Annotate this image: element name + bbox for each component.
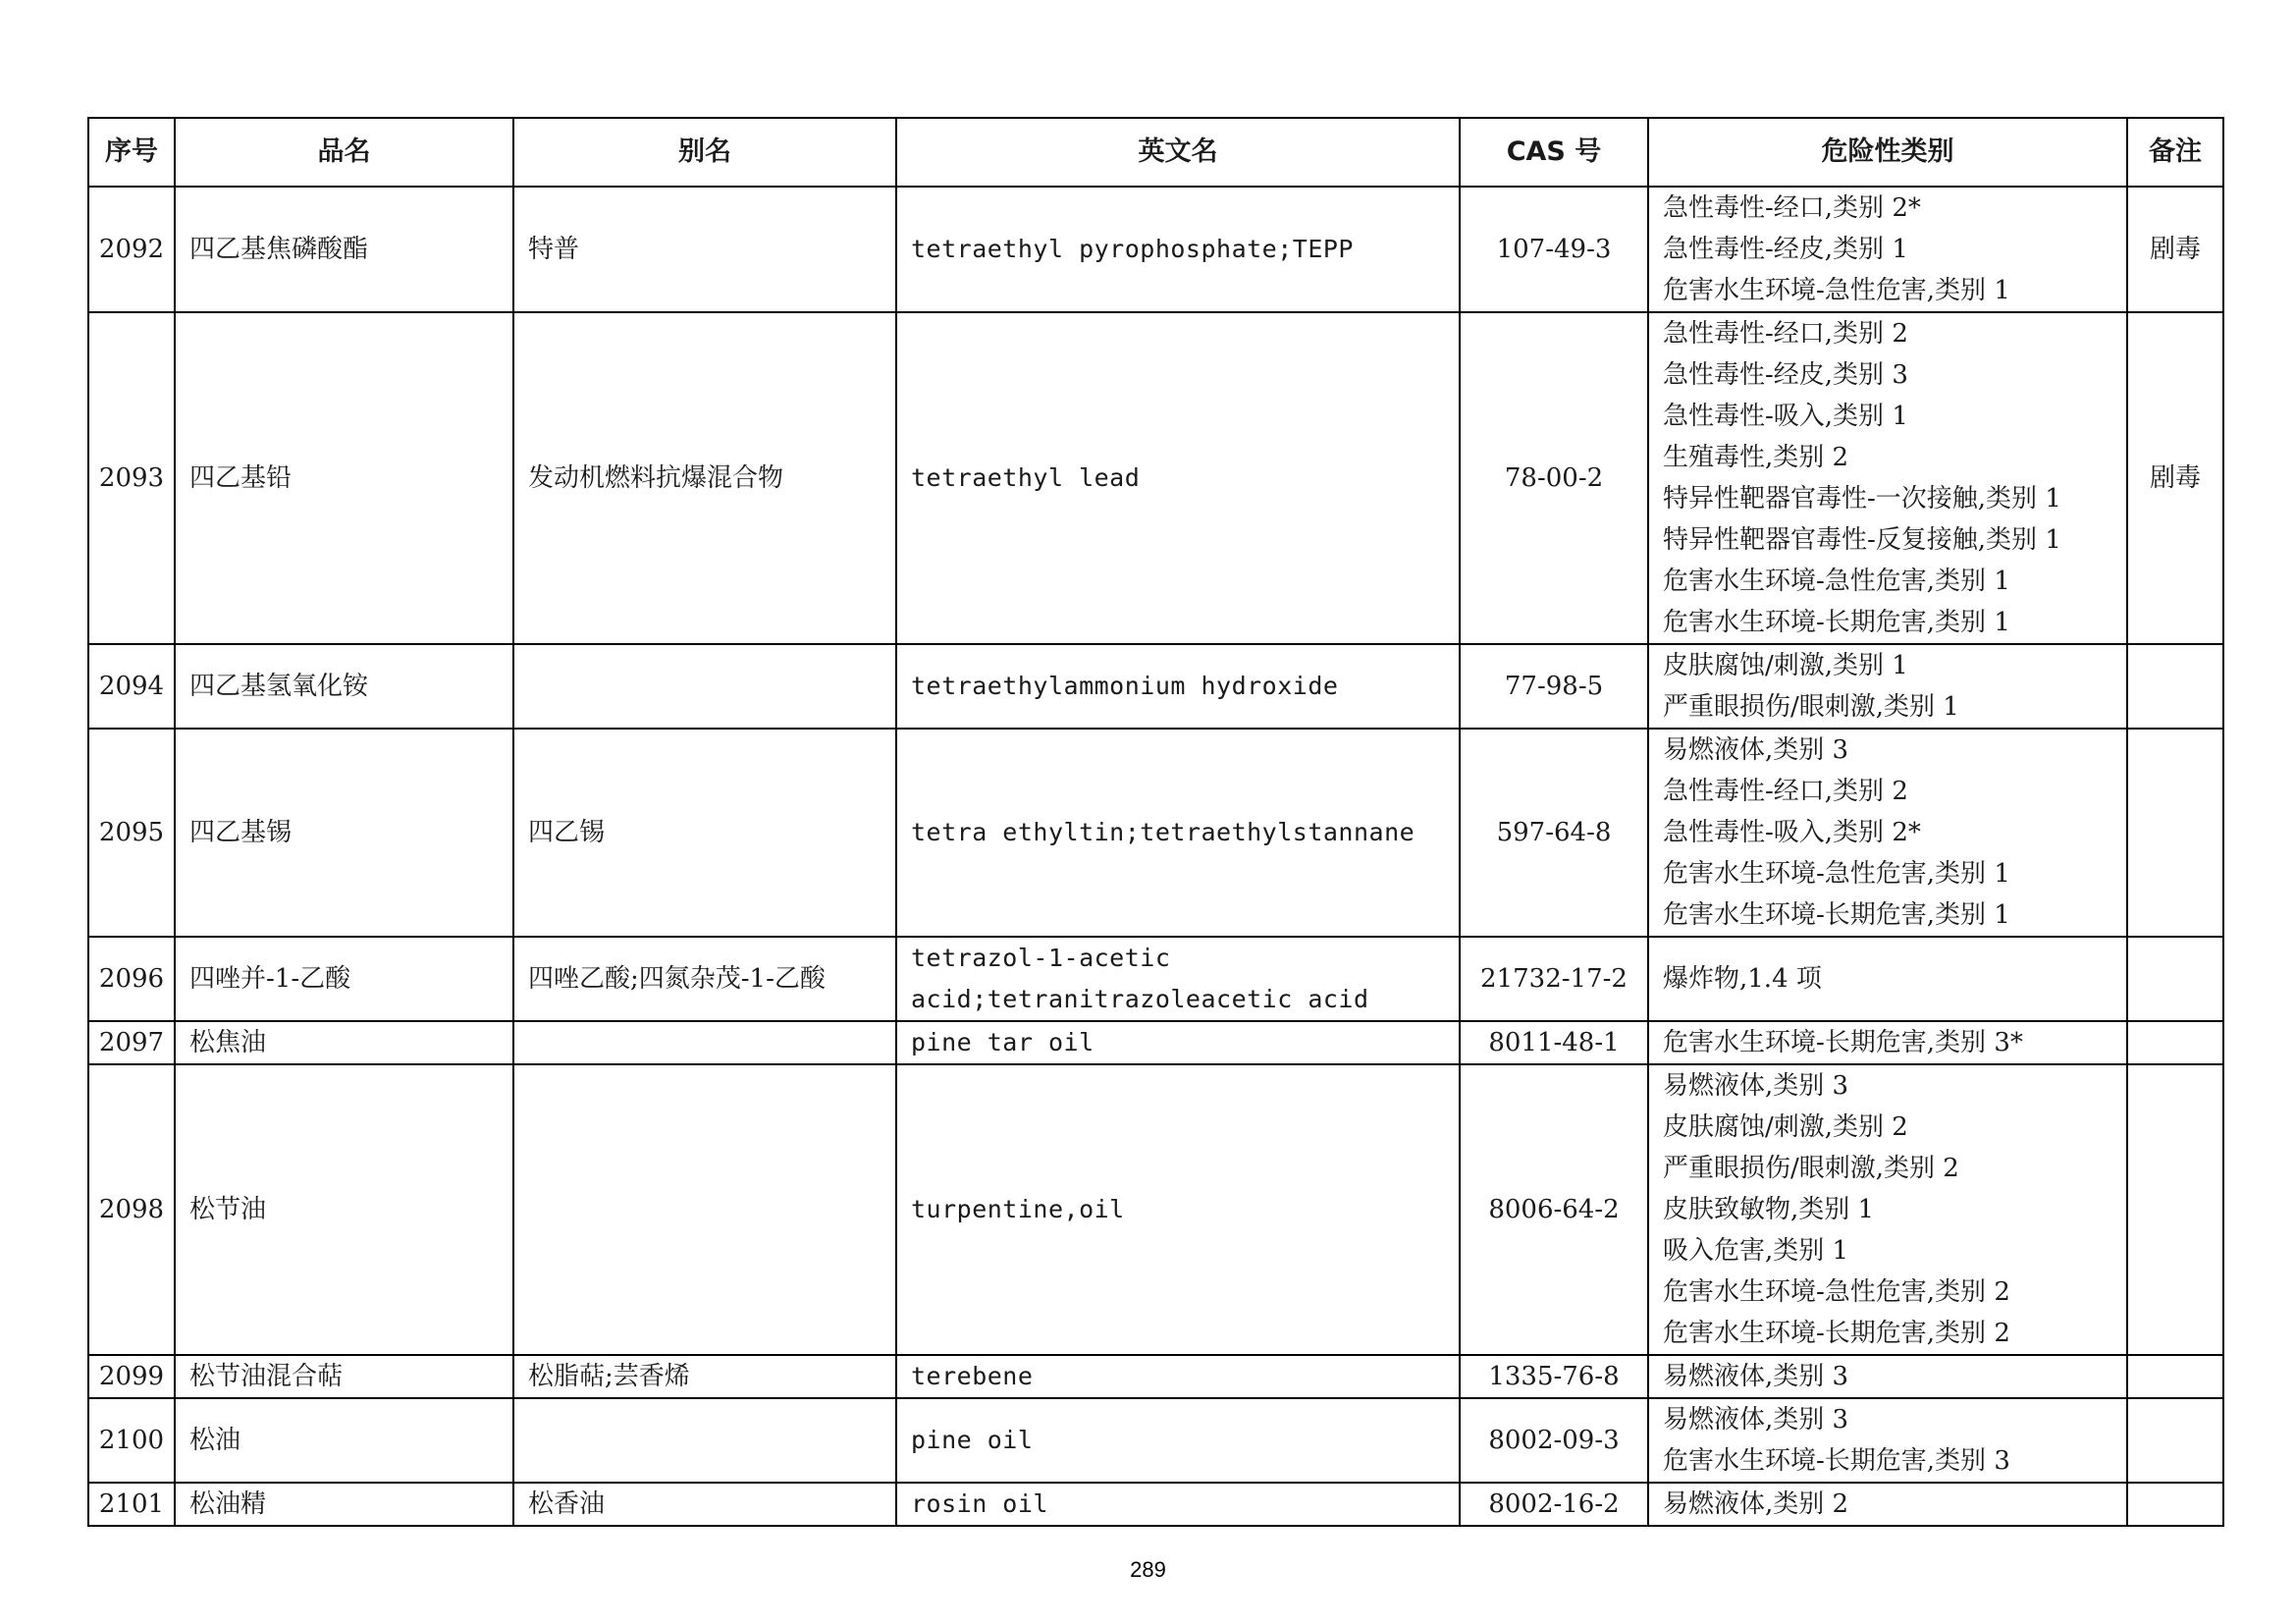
row-serial-number: 2095 xyxy=(88,729,175,937)
table-row xyxy=(88,644,2223,729)
header-cas-number: CAS 号 xyxy=(1460,118,1648,187)
row-cas-number: 78-00-2 xyxy=(1460,312,1648,644)
row-english-name xyxy=(896,187,1460,312)
row-product-name: 四乙基氢氧化铵 xyxy=(175,644,513,729)
hazard-line: 严重眼损伤/眼刺激,类别 2 xyxy=(1663,1154,1959,1183)
row-alias: 松脂萜;芸香烯 xyxy=(513,1355,896,1398)
row-english-name xyxy=(896,1355,1460,1398)
english-name-line: acid;tetranitrazoleacetic acid xyxy=(911,985,1369,1013)
row-alias xyxy=(513,1021,896,1064)
row-alias xyxy=(513,1064,896,1355)
hazard-line: 急性毒性-经口,类别 2* xyxy=(1663,193,1921,223)
row-product-name: 松油 xyxy=(175,1398,513,1483)
header-english-name: 英文名 xyxy=(896,118,1460,187)
row-serial-number: 2094 xyxy=(88,644,175,729)
row-product-name: 松节油混合萜 xyxy=(175,1355,513,1398)
row-alias xyxy=(513,1398,896,1483)
row-cas-number: 8002-09-3 xyxy=(1460,1398,1648,1483)
row-alias xyxy=(513,644,896,729)
hazard-line: 急性毒性-经口,类别 2 xyxy=(1663,319,1908,349)
row-hazard-category xyxy=(1648,187,2127,312)
row-english-name xyxy=(896,937,1460,1021)
table-row xyxy=(88,1355,2223,1398)
hazard-line: 易燃液体,类别 3 xyxy=(1663,735,1849,765)
row-alias: 四乙锡 xyxy=(513,729,896,937)
row-serial-number: 2096 xyxy=(88,937,175,1021)
hazard-line: 皮肤腐蚀/刺激,类别 1 xyxy=(1663,651,1908,680)
hazard-line: 危害水生环境-长期危害,类别 1 xyxy=(1663,608,2010,637)
hazard-line: 危害水生环境-长期危害,类别 2 xyxy=(1663,1319,2010,1348)
row-serial-number: 2097 xyxy=(88,1021,175,1064)
hazard-line: 皮肤腐蚀/刺激,类别 2 xyxy=(1663,1112,1908,1142)
hazard-line: 危害水生环境-急性危害,类别 1 xyxy=(1663,859,2010,889)
hazard-line: 急性毒性-吸入,类别 1 xyxy=(1663,402,1908,431)
row-serial-number: 2101 xyxy=(88,1483,175,1526)
row-product-name: 松油精 xyxy=(175,1483,513,1526)
hazard-line: 易燃液体,类别 3 xyxy=(1663,1405,1849,1435)
row-english-name xyxy=(896,1021,1460,1064)
hazard-line: 急性毒性-经皮,类别 1 xyxy=(1663,235,1908,264)
english-name-line: tetra ethyltin;tetraethylstannane xyxy=(911,818,1415,846)
row-product-name: 四乙基锡 xyxy=(175,729,513,937)
hazard-line: 危害水生环境-急性危害,类别 1 xyxy=(1663,276,2010,305)
row-serial-number: 2092 xyxy=(88,187,175,312)
row-cas-number: 21732-17-2 xyxy=(1460,937,1648,1021)
row-product-name: 松焦油 xyxy=(175,1021,513,1064)
row-remarks xyxy=(2127,644,2223,729)
english-name-line: terebene xyxy=(911,1362,1034,1390)
hazard-line: 易燃液体,类别 3 xyxy=(1663,1362,1849,1391)
hazard-line: 生殖毒性,类别 2 xyxy=(1663,443,1849,472)
row-serial-number: 2099 xyxy=(88,1355,175,1398)
table-row xyxy=(88,1398,2223,1483)
row-product-name: 四乙基铅 xyxy=(175,312,513,644)
row-hazard-category xyxy=(1648,644,2127,729)
row-serial-number: 2100 xyxy=(88,1398,175,1483)
row-english-name xyxy=(896,312,1460,644)
hazard-line: 易燃液体,类别 2 xyxy=(1663,1489,1849,1519)
chemical-table-container xyxy=(87,117,2222,1527)
row-english-name xyxy=(896,1064,1460,1355)
row-hazard-category xyxy=(1648,729,2127,937)
hazard-line: 危害水生环境-长期危害,类别 3 xyxy=(1663,1446,2010,1476)
hazard-line: 急性毒性-经皮,类别 3 xyxy=(1663,360,1908,390)
row-remarks: 剧毒 xyxy=(2127,312,2223,644)
row-english-name xyxy=(896,644,1460,729)
row-hazard-category xyxy=(1648,1483,2127,1526)
hazard-line: 严重眼损伤/眼刺激,类别 1 xyxy=(1663,692,1959,722)
header-remarks: 备注 xyxy=(2127,118,2223,187)
table-row xyxy=(88,1064,2223,1355)
row-english-name xyxy=(896,729,1460,937)
english-name-line: tetraethylammonium hydroxide xyxy=(911,672,1339,700)
row-alias: 松香油 xyxy=(513,1483,896,1526)
english-name-line: tetraethyl pyrophosphate;TEPP xyxy=(911,235,1354,263)
header-alias: 别名 xyxy=(513,118,896,187)
row-hazard-category xyxy=(1648,1398,2127,1483)
row-cas-number: 107-49-3 xyxy=(1460,187,1648,312)
hazard-line: 特异性靶器官毒性-反复接触,类别 1 xyxy=(1663,525,2061,555)
english-name-line: turpentine,oil xyxy=(911,1195,1125,1223)
row-cas-number: 77-98-5 xyxy=(1460,644,1648,729)
hazard-line: 危害水生环境-急性危害,类别 2 xyxy=(1663,1277,2010,1307)
hazard-line: 吸入危害,类别 1 xyxy=(1663,1236,1849,1266)
header-hazard-category: 危险性类别 xyxy=(1648,118,2127,187)
row-english-name xyxy=(896,1398,1460,1483)
row-remarks: 剧毒 xyxy=(2127,187,2223,312)
hazard-line: 皮肤致敏物,类别 1 xyxy=(1663,1195,1875,1224)
table-row xyxy=(88,1021,2223,1064)
english-name-line: tetraethyl lead xyxy=(911,463,1141,492)
table-row xyxy=(88,312,2223,644)
table-row xyxy=(88,1483,2223,1526)
row-remarks xyxy=(2127,1355,2223,1398)
row-product-name: 四唑并-1-乙酸 xyxy=(175,937,513,1021)
row-cas-number: 8002-16-2 xyxy=(1460,1483,1648,1526)
table-row xyxy=(88,729,2223,937)
row-remarks xyxy=(2127,729,2223,937)
row-alias: 发动机燃料抗爆混合物 xyxy=(513,312,896,644)
row-hazard-category xyxy=(1648,312,2127,644)
page-number: 289 xyxy=(1130,1557,1166,1582)
row-cas-number: 8006-64-2 xyxy=(1460,1064,1648,1355)
english-name-line: pine oil xyxy=(911,1426,1034,1454)
hazard-line: 急性毒性-吸入,类别 2* xyxy=(1663,818,1921,847)
row-remarks xyxy=(2127,1064,2223,1355)
hazard-line: 急性毒性-经口,类别 2 xyxy=(1663,777,1908,806)
header-product-name: 品名 xyxy=(175,118,513,187)
row-remarks xyxy=(2127,937,2223,1021)
row-remarks xyxy=(2127,1021,2223,1064)
row-remarks xyxy=(2127,1483,2223,1526)
english-name-line: pine tar oil xyxy=(911,1028,1095,1056)
row-hazard-category xyxy=(1648,1355,2127,1398)
row-cas-number: 8011-48-1 xyxy=(1460,1021,1648,1064)
header-serial-number: 序号 xyxy=(88,118,175,187)
hazard-line: 危害水生环境-长期危害,类别 1 xyxy=(1663,900,2010,930)
english-name-line: tetrazol-1-acetic xyxy=(911,944,1171,972)
row-hazard-category xyxy=(1648,1064,2127,1355)
english-name-line: rosin oil xyxy=(911,1489,1048,1518)
row-serial-number: 2098 xyxy=(88,1064,175,1355)
row-remarks xyxy=(2127,1398,2223,1483)
table-body xyxy=(88,187,2223,1526)
table-header-row xyxy=(88,118,2223,187)
row-product-name: 松节油 xyxy=(175,1064,513,1355)
hazard-line: 危害水生环境-长期危害,类别 3* xyxy=(1663,1028,2023,1057)
hazard-line: 危害水生环境-急性危害,类别 1 xyxy=(1663,567,2010,596)
row-hazard-category xyxy=(1648,1021,2127,1064)
row-english-name xyxy=(896,1483,1460,1526)
row-cas-number: 597-64-8 xyxy=(1460,729,1648,937)
row-alias: 特普 xyxy=(513,187,896,312)
hazard-line: 特异性靶器官毒性-一次接触,类别 1 xyxy=(1663,484,2061,514)
table-row xyxy=(88,187,2223,312)
hazard-line: 爆炸物,1.4 项 xyxy=(1663,964,1822,994)
row-product-name: 四乙基焦磷酸酯 xyxy=(175,187,513,312)
row-cas-number: 1335-76-8 xyxy=(1460,1355,1648,1398)
hazard-line: 易燃液体,类别 3 xyxy=(1663,1071,1849,1101)
row-serial-number: 2093 xyxy=(88,312,175,644)
row-hazard-category xyxy=(1648,937,2127,1021)
table-row xyxy=(88,937,2223,1021)
row-alias: 四唑乙酸;四氮杂茂-1-乙酸 xyxy=(513,937,896,1021)
hazardous-chemicals-table xyxy=(87,117,2224,1527)
